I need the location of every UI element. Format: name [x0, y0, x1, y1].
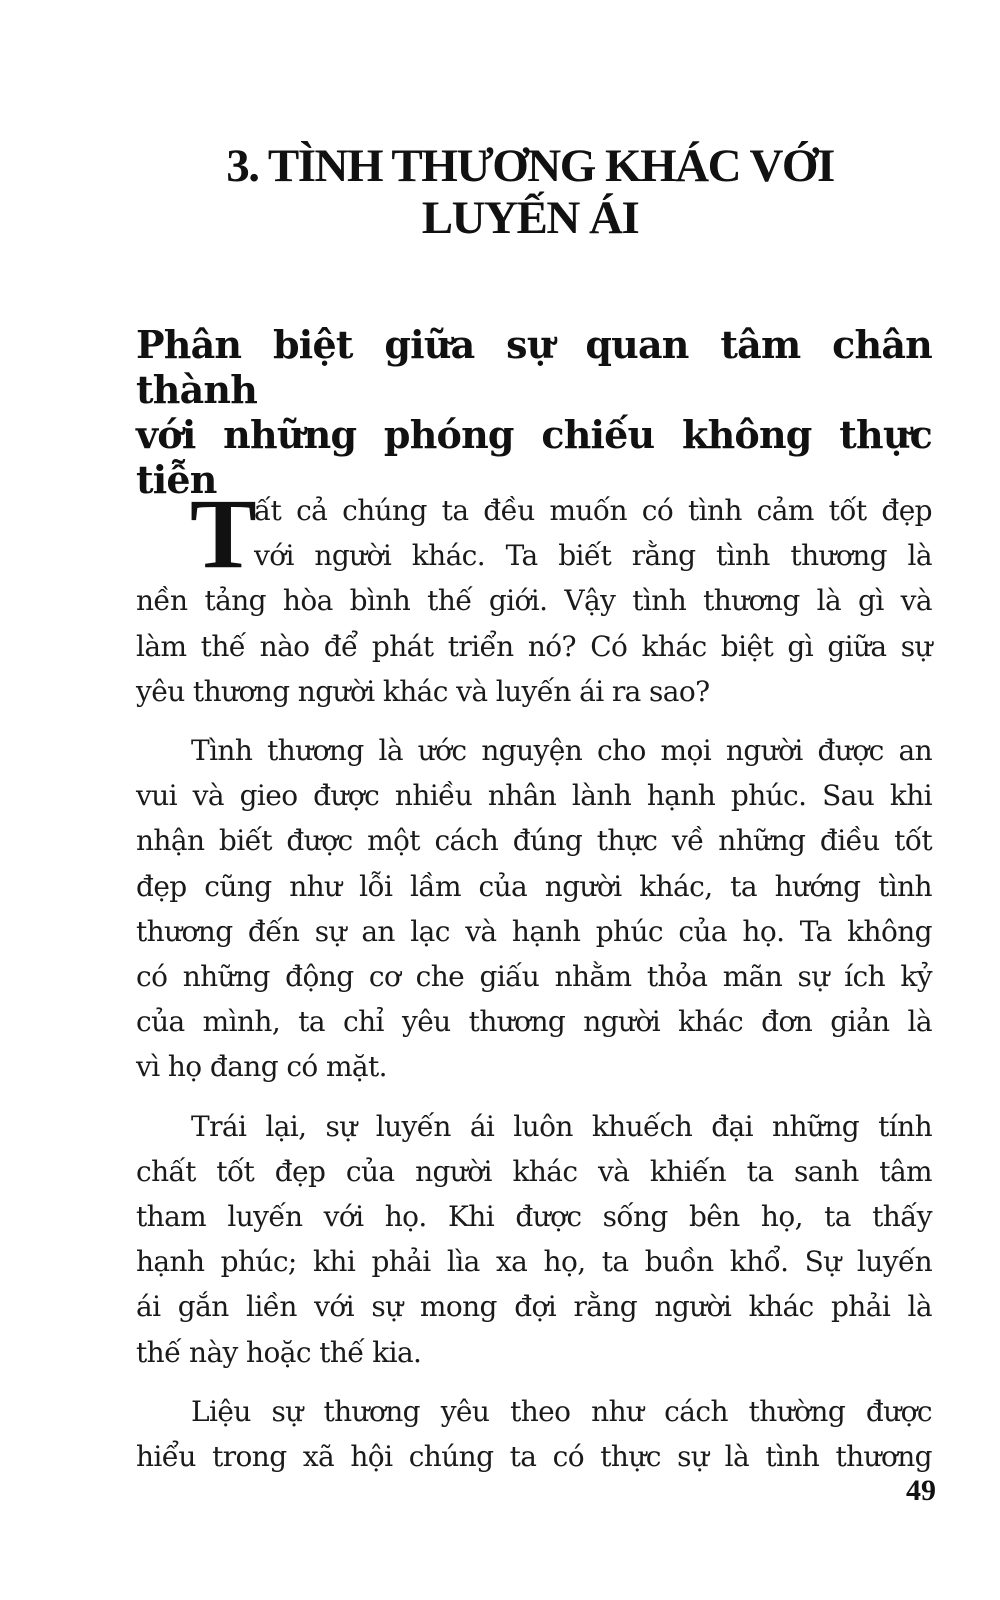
text-line: thương đến sự an lạc và hạnh phúc của họ. Ta không: [136, 914, 932, 948]
text-line: ất cả chúng ta đều muốn có tình cảm tốt đẹp: [254, 494, 932, 527]
text-line: yêu thương người khác và luyến ái ra sao?: [136, 674, 710, 708]
text-line: ái gắn liền với sự mong đợi rằng người khác phải là: [136, 1290, 932, 1324]
text-line: hiểu trong xã hội chúng ta có thực sự là tình thương: [136, 1440, 932, 1474]
chapter-title: [130, 140, 930, 244]
chapter-title-line: LUYẾN ÁI: [421, 192, 639, 244]
text-line: Liệu sự thương yêu theo như cách thường được: [191, 1394, 932, 1428]
section-heading-line: tiễn: [136, 457, 217, 502]
text-line: Tình thương là ước nguyện cho mọi người được an: [191, 734, 932, 768]
text-line: vui và gieo được nhiều nhân lành hạnh phúc. Sau khi: [136, 779, 932, 813]
paragraph-4: [136, 1389, 932, 1479]
section-heading-line: Phân biệt giữa sự quan tâm chân thành: [136, 322, 932, 412]
text-line: với người khác. Ta biết rằng tình thương là: [254, 539, 932, 573]
section-heading-line: với những phóng chiếu không thực: [136, 412, 932, 457]
page-number: 49: [906, 1474, 936, 1507]
text-line: nền tảng hòa bình thế giới. Vậy tình thương là gì và: [136, 584, 932, 618]
text-line: Trái lại, sự luyến ái luôn khuếch đại những tính: [191, 1109, 932, 1143]
text-line: của mình, ta chỉ yêu thương người khác đơn giản là: [136, 1005, 932, 1039]
text-line: nhận biết được một cách đúng thực về những điều tốt: [136, 824, 932, 858]
section-heading: [136, 322, 932, 502]
text-line: tham luyến với họ. Khi được sống bên họ, ta thấy: [136, 1200, 932, 1234]
text-line: làm thế nào để phát triển nó? Có khác biệt gì giữa sự: [136, 629, 932, 663]
text-line: có những động cơ che giấu nhằm thỏa mãn sự ích kỷ: [136, 960, 932, 994]
chapter-title-line: 3. TÌNH THƯƠNG KHÁC VỚI: [226, 140, 834, 192]
text-line: đẹp cũng như lỗi lầm của người khác, ta hướng tình: [136, 869, 932, 903]
text-line: thế này hoặc thế kia.: [136, 1335, 422, 1369]
paragraph-2: [136, 728, 932, 1090]
paragraph-3: [136, 1104, 932, 1375]
text-line: vì họ đang có mặt.: [136, 1050, 387, 1084]
drop-cap: T: [190, 478, 257, 589]
text-line: hạnh phúc; khi phải lìa xa họ, ta buồn khổ. Sự luyến: [136, 1245, 932, 1279]
text-line: chất tốt đẹp của người khác và khiến ta sanh tâm: [136, 1154, 932, 1188]
